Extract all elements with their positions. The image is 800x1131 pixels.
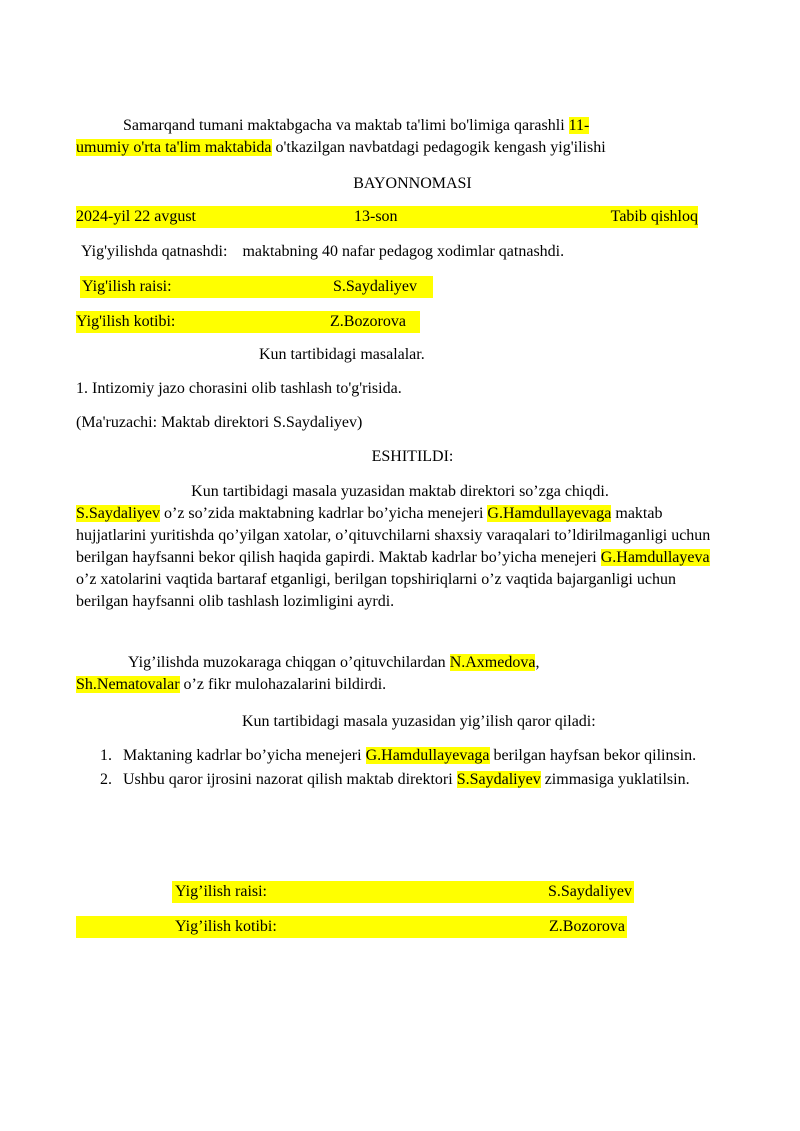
signature-chair-name: S.Saydaliyev [548,883,632,900]
discussion-text: , [535,654,540,671]
signature-chair-label: Yig’ilish raisi: [175,883,267,900]
decision-text: Ushbu qaror ijrosini nazorat qilish maktab direktori [123,771,457,788]
signature-chair [172,881,634,903]
discussion-text: Yig’ilishda muzokaraga chiqgan o’qituvchilardan [128,654,450,671]
heard-text: o’z xatolarini vaqtida bartaraf etganligi, berilgan topshiriqlarni o’z vaqtida bajarganligi uchun berilgan hayfsanni olib tashlash lozimligini ayrdi. [76,571,676,610]
heard-first-line: Kun tartibidagi masala yuzasidan maktab direktori so’zga chiqdi. [191,483,609,500]
attendance-line [81,241,564,263]
agenda-item: 1. Intizomiy jazo chorasini olib tashlash to'g'risida. [76,380,402,397]
decision-text: zimmasiga yuklatilsin. [540,771,690,788]
school-name-highlight-a: 11- [568,117,590,134]
discussion-text: o’z fikr mulohazalarini bildirdi. [179,676,387,693]
heard-text: o’z so’zida maktabning kadrlar bo’yicha menejeri [160,505,488,522]
decision-item [100,745,710,767]
heard-body [76,503,724,613]
decision-number: 2. [100,771,112,788]
signature-secretary [76,916,627,938]
secretary-name: Z.Bozorova [330,313,406,330]
meeting-place: Tabib qishloq [610,208,698,225]
decision-list [100,745,710,791]
chair-name: S.Saydaliyev [333,278,417,295]
protocol-number: 13-son [354,208,398,225]
secretary-label: Yig'ilish kotibi: [76,313,176,330]
school-name-highlight-b: umumiy o'rta ta'lim maktabida [76,139,272,156]
intro-text-1: Samarqand tumani maktabgacha va maktab ta'limi bo'limiga qarashli [123,117,569,134]
heard-text: maktab hujjatlarini yuritishda qo’yilgan xatolar, o’qituvchilarni shaxsiy varaqalari to’ldirilmaganligi uchun berilgan hayfsanni bekor qilish haqida gapirdi. Maktab kadrlar bo’yicha menejeri [76,505,711,566]
decision-title: Kun tartibidagi masala yuzasidan yig’ilish qaror qiladi: [242,713,596,730]
decision-text: Maktaning kadrlar bo’yicha menejeri [123,747,366,764]
attendance-label: Yig'yilishda qatnashdi: [81,243,228,260]
person-name: G.Hamdullayevaga [487,505,612,522]
person-name: N.Axmedova [449,654,536,671]
decision-number: 1. [100,747,112,764]
document-title: BAYONNOMASI [353,175,472,192]
decision-text: berilgan hayfsan bekor qilinsin. [489,747,697,764]
decision-item [100,769,710,791]
secretary-line [76,311,420,333]
heard-title: ESHITILDI: [371,448,454,465]
signature-secretary-label: Yig’ilish kotibi: [175,918,277,935]
person-name: S.Saydaliyev [456,771,541,788]
chair-label: Yig'ilish raisi: [82,278,172,295]
attendance-value: maktabning 40 nafar pedagog xodimlar qatnashdi. [242,243,565,260]
person-name: G.Hamdullayeva [600,549,710,566]
person-name: Sh.Nematovalar [76,676,180,693]
meta-line [76,206,698,228]
intro-text-2: o'tkazilgan navbatdagi pedagogik kengash yig'ilishi [271,139,606,156]
signature-secretary-name: Z.Bozorova [549,918,625,935]
discussion-paragraph [76,652,716,696]
agenda-title: Kun tartibidagi masalalar. [259,346,425,363]
intro-paragraph [76,115,706,159]
chair-line [80,276,433,298]
person-name: S.Saydaliyev [76,505,160,522]
heard-paragraph [76,481,724,613]
meeting-date: 2024-yil 22 avgust [76,208,196,225]
agenda-speaker: (Ma'ruzachi: Maktab direktori S.Saydaliyev) [76,414,363,431]
person-name: G.Hamdullayevaga [365,747,490,764]
